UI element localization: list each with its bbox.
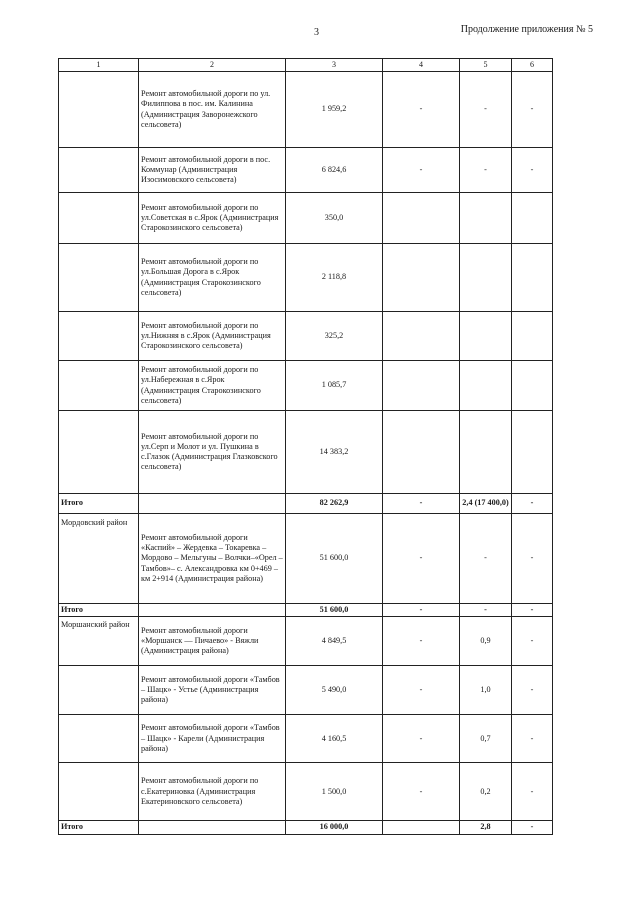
- col4-cell: -: [383, 494, 460, 514]
- col6-cell: -: [512, 494, 553, 514]
- district-cell: [59, 763, 139, 821]
- col6-cell: -: [512, 821, 553, 834]
- col6-cell: [512, 361, 553, 411]
- header-cell: 2: [139, 59, 286, 72]
- table-row: [59, 148, 553, 193]
- district-cell: [59, 715, 139, 763]
- col4-cell: -: [383, 514, 460, 604]
- col5-cell: -: [460, 148, 512, 193]
- district-cell: [59, 72, 139, 148]
- col4-cell: -: [383, 604, 460, 617]
- total-label: Итого: [59, 821, 139, 834]
- appendix-continuation: Продолжение приложения № 5: [460, 24, 593, 35]
- col6-cell: -: [512, 715, 553, 763]
- header-cell: 6: [512, 59, 553, 72]
- amount-cell: 325,2: [286, 312, 383, 361]
- col6-cell: [512, 193, 553, 244]
- col6-cell: [512, 312, 553, 361]
- amount-cell: 1 500,0: [286, 763, 383, 821]
- amount-cell: 1 959,2: [286, 72, 383, 148]
- total-row: [59, 604, 553, 617]
- total-amount: 51 600,0: [286, 604, 383, 617]
- description-cell: [139, 821, 286, 834]
- description-cell: Ремонт автомобильной дороги в пос. Коммунар (Администрация Изосимовского сельсовета): [139, 148, 286, 193]
- description-cell: Ремонт автомобильной дороги по ул.Советская в с.Ярок (Администрация Старокозинского сельсовета): [139, 193, 286, 244]
- col5-cell: [460, 193, 512, 244]
- amount-cell: 4 160,5: [286, 715, 383, 763]
- amount-cell: 2 118,8: [286, 244, 383, 312]
- district-cell: [59, 666, 139, 715]
- amount-cell: 350,0: [286, 193, 383, 244]
- col6-cell: -: [512, 72, 553, 148]
- header-cell: 1: [59, 59, 139, 72]
- description-cell: Ремонт автомобильной дороги по ул.Серп и Молот и ул. Пушкина в с.Глазок (Администрация Глазковского сельсовета): [139, 411, 286, 494]
- amount-cell: 1 085,7: [286, 361, 383, 411]
- amount-cell: 5 490,0: [286, 666, 383, 715]
- col6-cell: -: [512, 666, 553, 715]
- district-cell: [59, 411, 139, 494]
- col4-cell: [383, 244, 460, 312]
- district-cell: [59, 312, 139, 361]
- col6-cell: -: [512, 604, 553, 617]
- header-row: [59, 59, 553, 72]
- col6-cell: [512, 244, 553, 312]
- col4-cell: -: [383, 148, 460, 193]
- col4-cell: [383, 361, 460, 411]
- description-cell: [139, 604, 286, 617]
- table-row: [59, 244, 553, 312]
- district-cell: [59, 244, 139, 312]
- table-row: [59, 72, 553, 148]
- col4-cell: -: [383, 763, 460, 821]
- table-row: [59, 763, 553, 821]
- district-cell: Моршанский район: [59, 617, 139, 666]
- col6-cell: -: [512, 148, 553, 193]
- col5-cell: -: [460, 514, 512, 604]
- page-number: 3: [314, 27, 319, 38]
- col6-cell: -: [512, 514, 553, 604]
- district-cell: [59, 361, 139, 411]
- district-cell: Мордовский район: [59, 514, 139, 604]
- description-cell: Ремонт автомобильной дороги по ул.Набережная в с.Ярок (Администрация Старокозинского сельсовета): [139, 361, 286, 411]
- description-cell: Ремонт автомобильной дороги по ул.Большая Дорога в с.Ярок (Администрация Старокозинского сельсовета): [139, 244, 286, 312]
- description-cell: Ремонт автомобильной дороги «Моршанск — Пичаево» - Вяжли (Администрация района): [139, 617, 286, 666]
- description-cell: Ремонт автомобильной дороги по ул. Филиппова в пос. им. Калинина (Администрация Заворонежского сельсовета): [139, 72, 286, 148]
- description-cell: [139, 494, 286, 514]
- col5-cell: [460, 411, 512, 494]
- col5-cell: -: [460, 72, 512, 148]
- table-row: [59, 361, 553, 411]
- total-row: [59, 494, 553, 514]
- col5-cell: 0,2: [460, 763, 512, 821]
- header-cell: 5: [460, 59, 512, 72]
- description-cell: Ремонт автомобильной дороги «Каспий» – Жердевка – Токаревка – Мордово – Мельгуны – Волчки–«Орел – Тамбов»– с. Александровка км 0+469 – км 2+914 (Администрация района): [139, 514, 286, 604]
- col5-cell: 1,0: [460, 666, 512, 715]
- col4-cell: [383, 411, 460, 494]
- col5-cell: 2,8: [460, 821, 512, 834]
- total-label: Итого: [59, 494, 139, 514]
- amount-cell: 14 383,2: [286, 411, 383, 494]
- table-row: [59, 514, 553, 604]
- description-cell: Ремонт автомобильной дороги по ул.Нижняя в с.Ярок (Администрация Старокозинского сельсовета): [139, 312, 286, 361]
- amount-cell: 6 824,6: [286, 148, 383, 193]
- table-row: [59, 666, 553, 715]
- table-row: [59, 411, 553, 494]
- col5-cell: [460, 312, 512, 361]
- district-cell: [59, 148, 139, 193]
- total-amount: 82 262,9: [286, 494, 383, 514]
- total-label: Итого: [59, 604, 139, 617]
- col5-cell: [460, 361, 512, 411]
- amount-cell: 51 600,0: [286, 514, 383, 604]
- col5-cell: 0,9: [460, 617, 512, 666]
- description-cell: Ремонт автомобильной дороги «Тамбов – Шацк» - Устье (Администрация района): [139, 666, 286, 715]
- col4-cell: -: [383, 617, 460, 666]
- description-cell: Ремонт автомобильной дороги «Тамбов – Шацк» - Карели (Администрация района): [139, 715, 286, 763]
- col5-cell: 0,7: [460, 715, 512, 763]
- col5-cell: -: [460, 604, 512, 617]
- district-cell: [59, 193, 139, 244]
- col6-cell: [512, 411, 553, 494]
- total-amount: 16 000,0: [286, 821, 383, 834]
- col4-cell: [383, 193, 460, 244]
- table-row: [59, 193, 553, 244]
- col5-cell: [460, 244, 512, 312]
- col6-cell: -: [512, 763, 553, 821]
- road-repair-table: [58, 58, 553, 835]
- table-row: [59, 617, 553, 666]
- description-cell: Ремонт автомобильной дороги по с.Екатериновка (Администрация Екатериновского сельсовета): [139, 763, 286, 821]
- col4-cell: -: [383, 715, 460, 763]
- col4-cell: [383, 821, 460, 834]
- table-row: [59, 715, 553, 763]
- table-row: [59, 312, 553, 361]
- header-cell: 3: [286, 59, 383, 72]
- header-cell: 4: [383, 59, 460, 72]
- total-row: [59, 821, 553, 834]
- col6-cell: -: [512, 617, 553, 666]
- col4-cell: [383, 312, 460, 361]
- col4-cell: -: [383, 666, 460, 715]
- amount-cell: 4 849,5: [286, 617, 383, 666]
- col4-cell: -: [383, 72, 460, 148]
- col5-cell: 2,4 (17 400,0): [460, 494, 512, 514]
